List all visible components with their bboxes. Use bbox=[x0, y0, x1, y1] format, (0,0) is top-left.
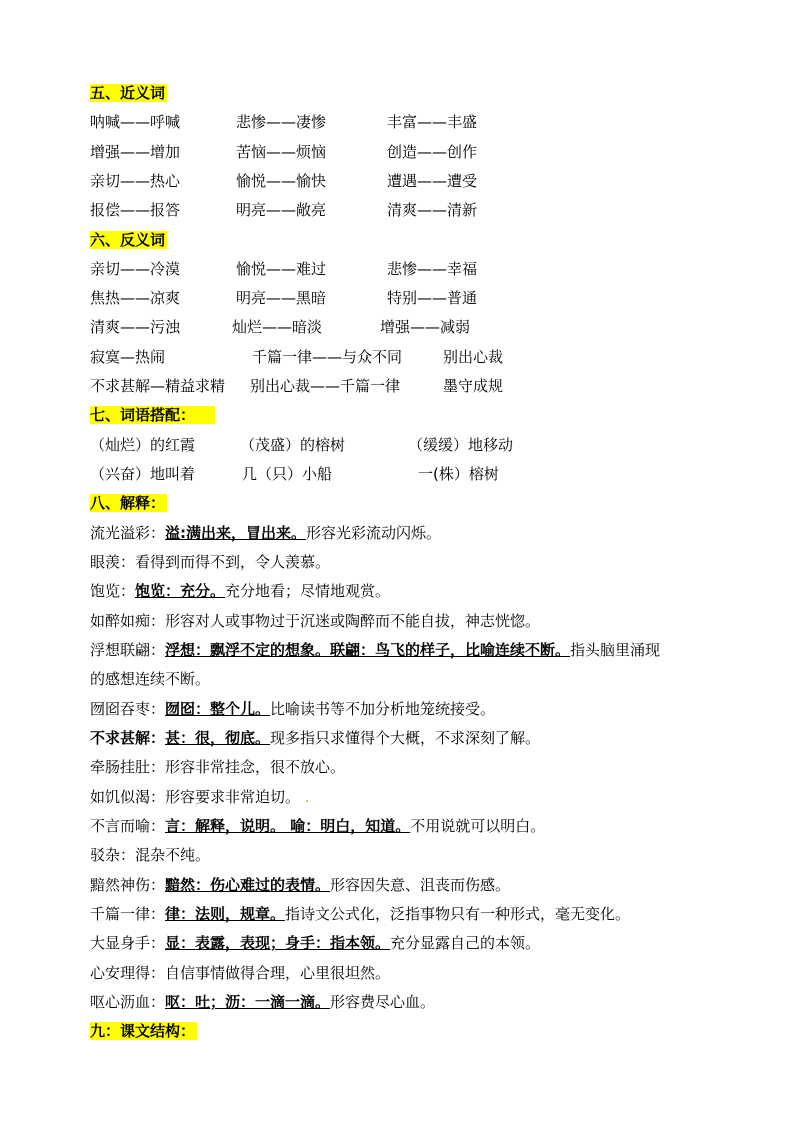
section-synonyms-heading: 五、近义词 bbox=[90, 84, 166, 102]
explanation-item: 不求甚解：甚：很，彻底。现多指只求懂得个大概，不求深刻了解。 bbox=[90, 729, 541, 747]
section-collocations-heading: 七、词语搭配： bbox=[90, 404, 215, 426]
explanation-item: 驳杂：混杂不纯。 bbox=[90, 846, 211, 864]
explanation-item: 牵肠挂肚：形容非常挂念，很不放心。 bbox=[90, 758, 346, 776]
section-structure-heading: 九：课文结构： bbox=[90, 1022, 196, 1040]
explanation-item: 千篇一律：律：法则，规章。指诗文公式化，泛指事物只有一种形式，毫无变化。 bbox=[90, 905, 631, 923]
explanation-item: 浮想联翩：浮想：飘浮不定的想象。联翩：鸟飞的样子，比喻连续不断。指头脑里涌现 bbox=[90, 641, 661, 659]
explanation-item: 如醉如痴：形容对人或事物过于沉迷或陶醉而不能自拔，神志恍惚。 bbox=[90, 612, 541, 630]
section-explanations-heading: 八、解释： bbox=[90, 494, 166, 512]
explanation-item: 心安理得：自信事情做得合理，心里很坦然。 bbox=[90, 964, 391, 982]
explanation-item: 黯然神伤：黯然：伤心难过的表情。形容因失意、沮丧而伤感。 bbox=[90, 876, 511, 894]
explanation-item: 流光溢彩：溢:满出来，冒出来。形容光彩流动闪烁。 bbox=[90, 524, 442, 542]
explanation-item: 眼羡：看得到而得不到，令人羡慕。 bbox=[90, 553, 331, 571]
explanation-item: 如饥似渴：形容要求非常迫切。 . bbox=[90, 788, 310, 806]
section-antonyms-heading: 六、反义词 bbox=[90, 231, 166, 249]
explanation-item: 饱览：饱览：充分。充分地看；尽情地观赏。 bbox=[90, 582, 391, 600]
explanation-item: 呕心沥血：呕：吐；沥：一滴一滴。形容费尽心血。 bbox=[90, 993, 436, 1011]
explanation-item-continued: 的感想连续不断。 bbox=[90, 670, 211, 688]
explanation-item: 囫囵吞枣：囫囵：整个儿。比喻读书等不加分析地笼统接受。 bbox=[90, 700, 496, 718]
explanation-item: 不言而喻：言：解释，说明。 喻：明白，知道。不用说就可以明白。 bbox=[90, 817, 546, 835]
explanation-item: 大显身手：显：表露，表现；身手：指本领。充分显露自己的本领。 bbox=[90, 934, 541, 952]
